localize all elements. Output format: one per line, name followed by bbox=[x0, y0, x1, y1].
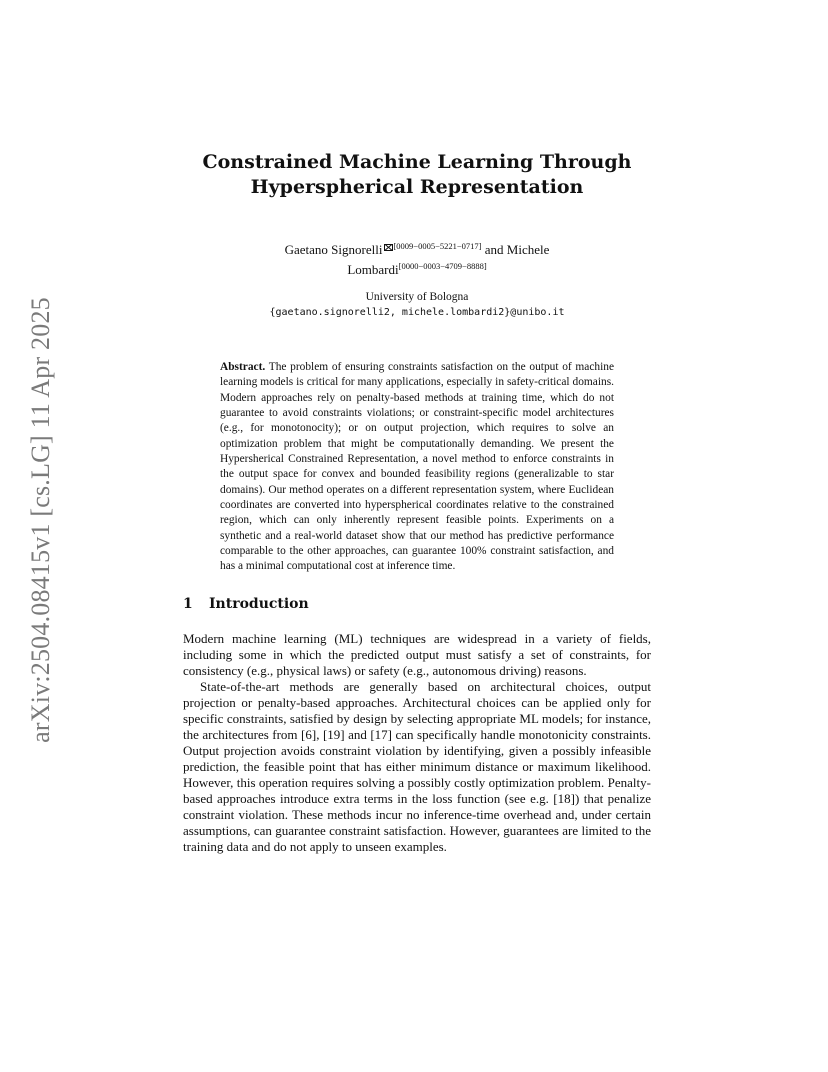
section-heading-introduction bbox=[183, 594, 651, 614]
section-title: Introduction bbox=[209, 595, 309, 612]
paper-page bbox=[183, 150, 651, 855]
paper-title bbox=[183, 150, 651, 200]
section-number: 1 bbox=[183, 595, 193, 612]
abstract-text: The problem of ensuring constraints satisfaction on the output of machine learning models is critical for many applications, especially in safety-critical domains. Modern approaches rely on penalty-based methods at training time, which do not guarantee to avoid constraints violations; or constraint-specific model architectures (e.g., for monotonocity); or on output projection, which requires to solve an optimization problem that might be computationally demanding. We present the Hypersherical Constrained Representation, a novel method to enforce constraints in the output space for convex and bounded feasibility regions (generalizable to star domains). Our method operates on a different representation system, where Euclidean coordinates are converted into hyperspherical coordinates relative to the constrained region, which can only inherently represent feasible points. Experiments on a synthetic and a real-world dataset show that our method has predictive performance comparable to the other approaches, can guarantee 100% constraint satisfaction, and has a minimal computational cost at inference time. bbox=[220, 361, 614, 573]
arxiv-identifier-stamp: arXiv:2504.08415v1 [cs.LG] 11 Apr 2025 bbox=[26, 297, 55, 743]
author-1-orcid: [0009−0005−5221−0717] bbox=[393, 241, 482, 251]
author-conjunction: and Michele bbox=[481, 242, 550, 257]
author-emails: {gaetano.signorelli2, michele.lombardi2}@unibo.it bbox=[269, 307, 565, 318]
affiliation: University of Bologna bbox=[365, 291, 469, 303]
author-2-orcid: [0000−0003−4709−8888] bbox=[398, 261, 487, 271]
author-2-name: Lombardi bbox=[347, 262, 399, 277]
envelope-icon bbox=[384, 244, 393, 251]
title-line-2: Hyperspherical Representation bbox=[250, 176, 584, 198]
abstract bbox=[220, 360, 614, 575]
abstract-label: Abstract. bbox=[220, 361, 266, 373]
author-1-name: Gaetano Signorelli bbox=[284, 242, 383, 257]
intro-paragraph-1: Modern machine learning (ML) techniques are widespread in a variety of fields, including some in which the predicted output must satisfy a set of constraints, for consistency (e.g., physical laws) or safety (e.g., autonomous driving) reasons. bbox=[183, 630, 651, 678]
author-block bbox=[183, 238, 651, 278]
intro-paragraph-2: State-of-the-art methods are generally based on architectural choices, output projection or penalty-based approaches. Architectural choices can be applied only for specific constraints, satisfied by design by selecting appropriate ML models; for instance, the architectures from [6], [19] and [17] can specifically handle monotonicity constraints. Output projection avoids constraint violation by identifying, given a possibly infeasible prediction, the feasible point that has either minimum distance or maximum likelihood. However, this operation requires solving a possibly costly optimization problem. Penalty-based approaches introduce extra terms in the loss function (see e.g. [18]) that penalize constraint violation. These methods incur no inference-time overhead and, under certain assumptions, can guarantee constraint satisfaction. However, guarantees are limited to the training data and do not apply to unseen examples. bbox=[183, 678, 651, 855]
title-line-1: Constrained Machine Learning Through bbox=[202, 151, 632, 173]
